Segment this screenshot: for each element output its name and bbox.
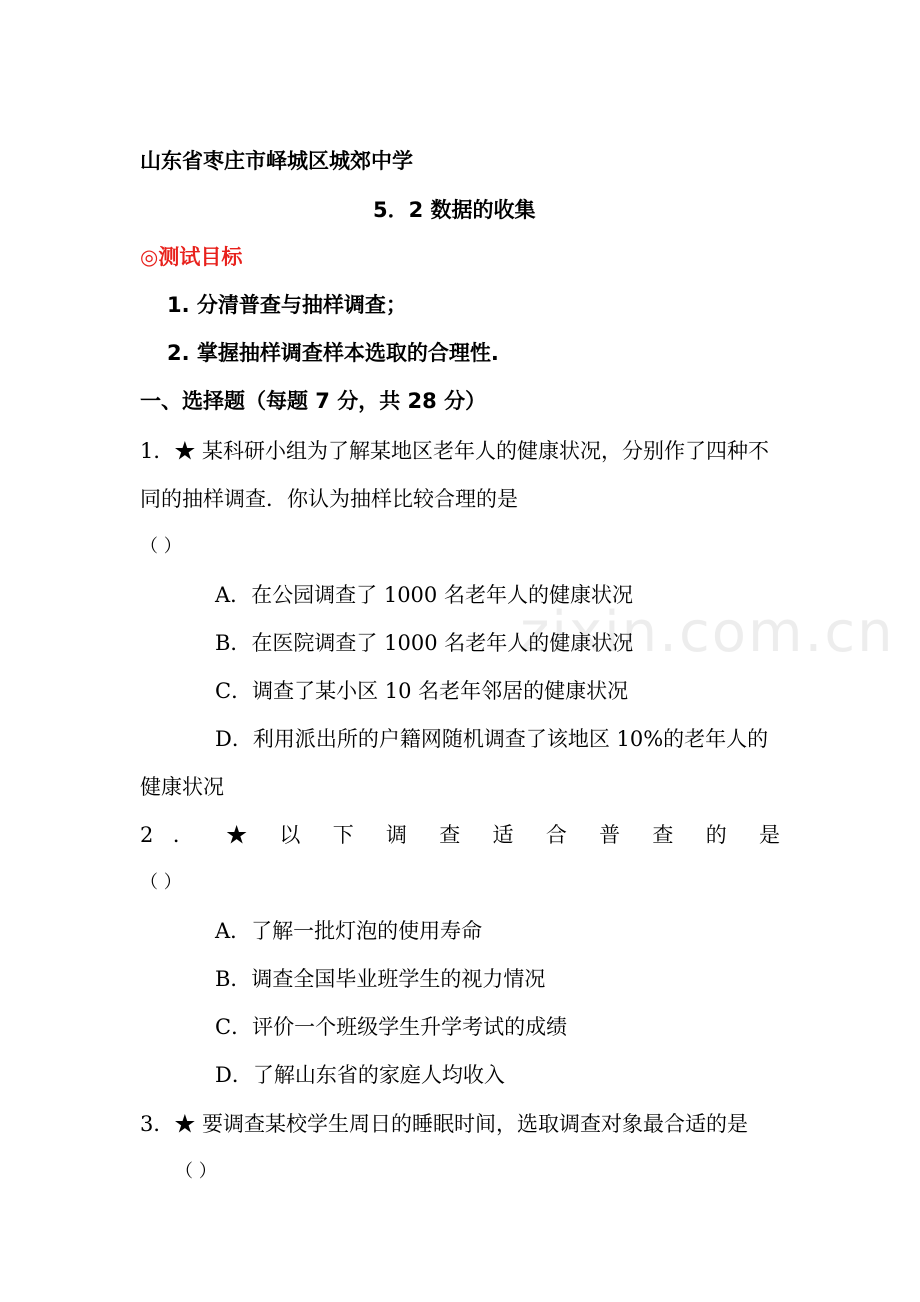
watermark: zixin.com.cn: [520, 600, 895, 665]
section-title: 一、选择题（每题 7 分，共 28 分）: [140, 389, 487, 413]
question-2-option-b: B．调查全国毕业班学生的视力情况: [215, 967, 546, 991]
objective-item-2: 2. 掌握抽样调查样本选取的合理性.: [167, 341, 499, 365]
school-title: 山东省枣庄市峄城区城郊中学: [140, 149, 413, 173]
question-1-option-b: B．在医院调查了 1000 名老年人的健康状况: [215, 631, 634, 655]
question-1-option-c: C．调查了某小区 10 名老年邻居的健康状况: [215, 679, 629, 703]
question-2-line-1: 2 ． ★ 以 下 调 查 适 合 普 查 的 是: [140, 823, 780, 847]
question-3-line-1: 3．★ 要调查某校学生周日的睡眠时间，选取调查对象最合适的是: [140, 1112, 749, 1136]
question-1-option-d-continued: 健康状况: [140, 775, 224, 799]
question-2-option-c: C．评价一个班级学生升学考试的成绩: [215, 1015, 568, 1039]
question-2-option-d: D．了解山东省的家庭人均收入: [215, 1063, 505, 1087]
lesson-title: 5．2 数据的收集: [373, 198, 536, 222]
question-3-answer-blank: （ ）: [175, 1161, 217, 1182]
question-1-line-1: 1．★ 某科研小组为了解某地区老年人的健康状况，分别作了四种不: [140, 439, 770, 463]
question-2-option-a: A．了解一批灯泡的使用寿命: [215, 919, 483, 943]
question-1-option-a: A．在公园调查了 1000 名老年人的健康状况: [215, 583, 633, 607]
question-2-answer-blank: （ ）: [140, 872, 182, 893]
question-1-line-2: 同的抽样调查．你认为抽样比较合理的是: [140, 487, 518, 511]
objective-item-1: 1. 分清普查与抽样调查；: [167, 293, 407, 317]
question-1-option-d: D．利用派出所的户籍网随机调查了该地区 10%的老年人的: [215, 727, 769, 751]
objectives-title: ◎测试目标: [140, 245, 243, 269]
question-1-answer-blank: （ ）: [140, 536, 182, 557]
